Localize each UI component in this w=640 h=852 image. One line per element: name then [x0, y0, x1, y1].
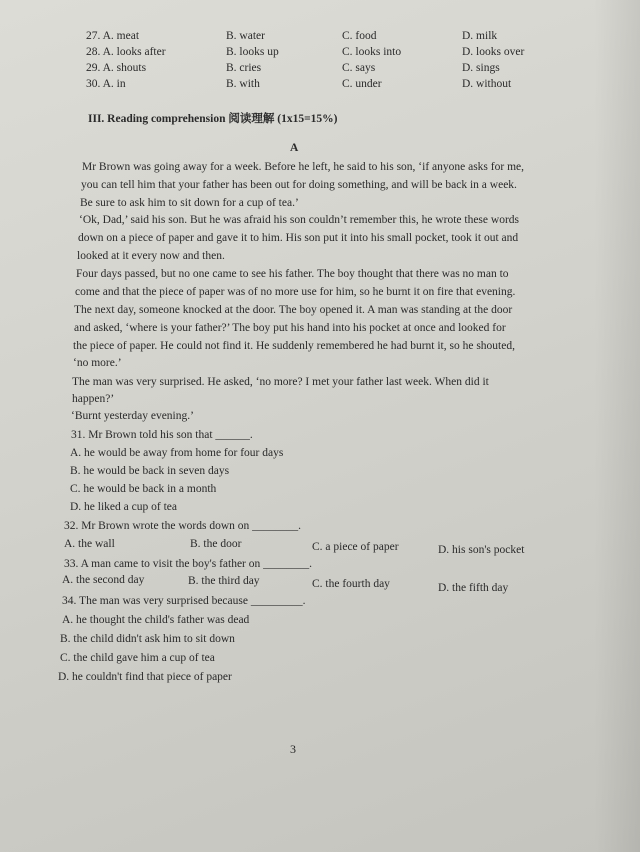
- passage-line: ‘Burnt yesterday evening.’: [71, 410, 194, 422]
- q32-stem: 32. Mr Brown wrote the words down on ________.: [64, 520, 302, 532]
- q34-option-c: C. the child gave him a cup of tea: [60, 652, 215, 664]
- passage-line: looked at it every now and then.: [77, 250, 225, 262]
- q28-num: 28.: [86, 46, 101, 58]
- passage-line: The next day, someone knocked at the door. The boy opened it. A man was standing at the door: [74, 304, 513, 316]
- passage-line: ‘no more.’: [73, 357, 122, 369]
- q33-option-c: C. the fourth day: [312, 578, 390, 590]
- q29-num: 29.: [86, 62, 101, 74]
- page-shadow: [594, 0, 640, 852]
- q28-d: D. looks over: [462, 46, 525, 58]
- passage-line: the piece of paper. He could not find it. He suddenly remembered he had burnt it, so he shouted,: [73, 340, 515, 352]
- passage-line: down on a piece of paper and gave it to him. His son put it into his small pocket, took it out and: [78, 232, 519, 244]
- q30-d: D. without: [462, 78, 512, 90]
- q31-option-d: D. he liked a cup of tea: [70, 501, 177, 513]
- passage-line: happen?’: [72, 393, 115, 405]
- passage-line: The man was very surprised. He asked, ‘no more? I met your father last week. When did it: [72, 376, 489, 388]
- q29-b: B. cries: [226, 62, 262, 74]
- q29-a-text: A. shouts: [102, 62, 147, 74]
- passage-label: A: [290, 142, 299, 154]
- q30-c: C. under: [342, 78, 382, 90]
- q27-c: C. food: [342, 30, 377, 42]
- passage-line: Four days passed, but no one came to see his father. The boy thought that there was no man to: [76, 268, 509, 280]
- q31-option-c: C. he would be back in a month: [70, 483, 217, 495]
- page-number: 3: [290, 742, 296, 756]
- q32-option-d: D. his son's pocket: [438, 544, 525, 556]
- passage-line: and asked, ‘where is your father?’ The boy put his hand into his pocket at once and looked for: [74, 322, 506, 334]
- q27-b: B. water: [226, 30, 265, 42]
- q27-a: [86, 30, 139, 42]
- passage-line: Be sure to ask him to sit down for a cup of tea.’: [80, 197, 299, 209]
- q28-b: B. looks up: [226, 46, 279, 58]
- q29-a: [86, 62, 146, 74]
- passage-line: come and that the piece of paper was of no more use for him, so he burnt it on fire that evening.: [75, 286, 516, 298]
- q27-a-text: A. meat: [102, 30, 140, 42]
- q33-option-a: A. the second day: [62, 574, 145, 586]
- q30-b: B. with: [226, 78, 260, 90]
- q30-a: [86, 78, 126, 90]
- q28-a: [86, 46, 166, 58]
- q31-option-a: A. he would be away from home for four days: [70, 447, 284, 459]
- q29-d: D. sings: [462, 62, 500, 74]
- q28-a-text: A. looks after: [102, 46, 166, 58]
- options-row-29: [0, 62, 640, 78]
- passage-line: you can tell him that your father has been out for doing something, and will be back in a week.: [81, 179, 517, 191]
- q32-option-a: A. the wall: [64, 538, 115, 550]
- q34-option-a: A. he thought the child's father was dead: [62, 614, 250, 626]
- q33-stem: 33. A man came to visit the boy's father on ________.: [64, 558, 313, 570]
- q27-d: D. milk: [462, 30, 498, 42]
- q29-c: C. says: [342, 62, 376, 74]
- q34-option-b: B. the child didn't ask him to sit down: [60, 633, 235, 645]
- q30-a-text: A. in: [102, 78, 126, 90]
- q31-option-b: B. he would be back in seven days: [70, 465, 230, 477]
- options-row-28: [0, 46, 640, 62]
- options-row-30: [0, 78, 640, 94]
- passage-line: ‘Ok, Dad,’ said his son. But he was afraid his son couldn’t remember this, he wrote these words: [79, 214, 519, 226]
- options-row-27: [0, 30, 640, 46]
- q32-option-c: C. a piece of paper: [312, 541, 399, 553]
- q27-num: 27.: [86, 30, 101, 42]
- q34-option-d: D. he couldn't find that piece of paper: [58, 671, 232, 683]
- q33-option-b: B. the third day: [188, 575, 260, 587]
- q31-stem: 31. Mr Brown told his son that ______.: [71, 429, 253, 441]
- passage-line: Mr Brown was going away for a week. Before he left, he said to his son, ‘if anyone asks for me,: [82, 161, 524, 173]
- q33-option-d: D. the fifth day: [438, 582, 509, 594]
- q34-stem: 34. The man was very surprised because _________.: [62, 595, 306, 607]
- section-heading: III. Reading comprehension 阅读理解 (1x15=15%): [88, 113, 338, 125]
- q32-option-b: B. the door: [190, 538, 242, 550]
- q28-c: C. looks into: [342, 46, 402, 58]
- q30-num: 30.: [86, 78, 101, 90]
